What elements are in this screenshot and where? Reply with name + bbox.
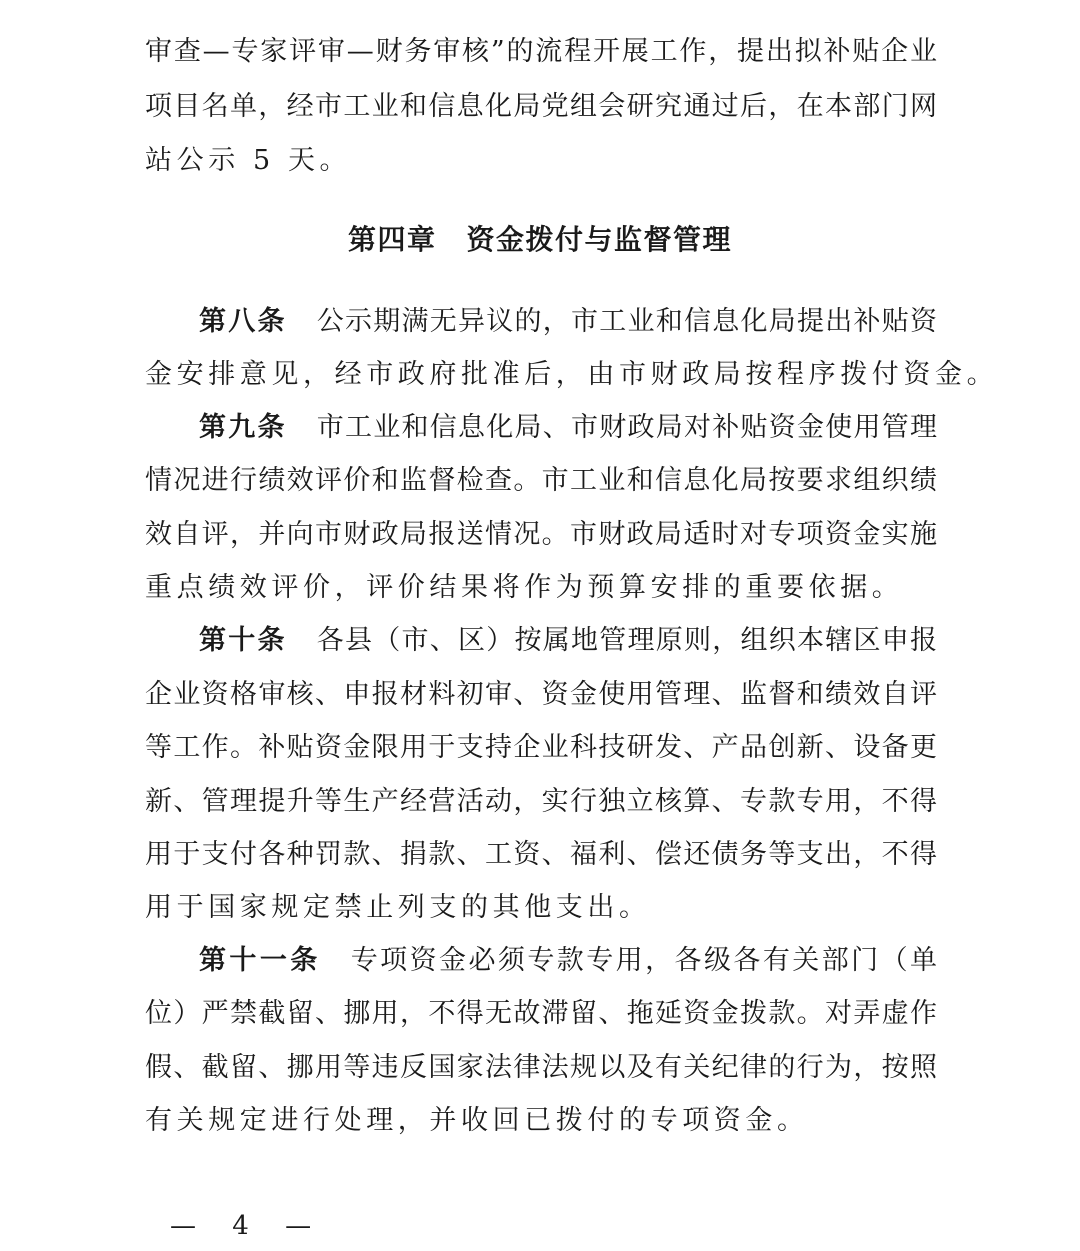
text-line: 审查—专家评审—财务审核”的流程开展工作，提出拟补贴企业 [145,36,937,67]
text-line: 新、管理提升等生产经营活动，实行独立核算、专款专用，不得 [145,786,937,817]
text-line: 效自评，并向市财政局报送情况。市财政局适时对专项资金实施 [145,519,937,550]
page-number: — 4 — [170,1211,326,1241]
chapter-number: 第四章 [347,223,437,256]
chapter-title: 资金拨付与监督管理 [466,223,733,256]
article-8-first-line [199,304,937,340]
text-line: 位）严禁截留、挪用，不得无故滞留、拖延资金拨款。对弄虚作 [145,998,937,1029]
article-9-first-line [199,410,937,446]
article-11-first-line [199,943,937,979]
text-line: 等工作。补贴资金限用于支持企业科技研发、产品创新、设备更 [145,732,937,763]
article-text: 专项资金必须专款专用，各级各有关部门（单 [350,945,938,976]
text-line: 站公示 5 天。 [145,145,352,176]
text-line: 金安排意见，经市政府批准后，由市财政局按程序拨付资金。 [145,359,999,390]
article-label: 第八条 [199,306,287,337]
text-line: 项目名单，经市工业和信息化局党组会研究通过后，在本部门网 [145,91,937,122]
article-text: 各县（市、区）按属地管理原则，组织本辖区申报 [316,625,937,656]
article-text: 市工业和信息化局、市财政局对补贴资金使用管理 [316,412,937,443]
article-label: 第十条 [199,625,287,656]
text-line: 用于支付各种罚款、捐款、工资、福利、偿还债务等支出，不得 [145,839,937,870]
article-text: 公示期满无异议的，市工业和信息化局提出补贴资 [316,306,937,337]
article-label: 第九条 [199,412,287,443]
text-line: 重点绩效评价，评价结果将作为预算安排的重要依据。 [145,572,904,603]
chapter-heading [0,222,1080,258]
text-line: 用于国家规定禁止列支的其他支出。 [145,892,651,923]
article-10-first-line [199,623,937,659]
article-label: 第十一条 [199,945,321,976]
text-line: 情况进行绩效评价和监督检查。市工业和信息化局按要求组织绩 [145,465,937,496]
text-line: 假、截留、挪用等违反国家法律法规以及有关纪律的行为，按照 [145,1052,937,1083]
text-line: 有关规定进行处理，并收回已拨付的专项资金。 [145,1105,809,1136]
text-line: 企业资格审核、申报材料初审、资金使用管理、监督和绩效自评 [145,679,937,710]
